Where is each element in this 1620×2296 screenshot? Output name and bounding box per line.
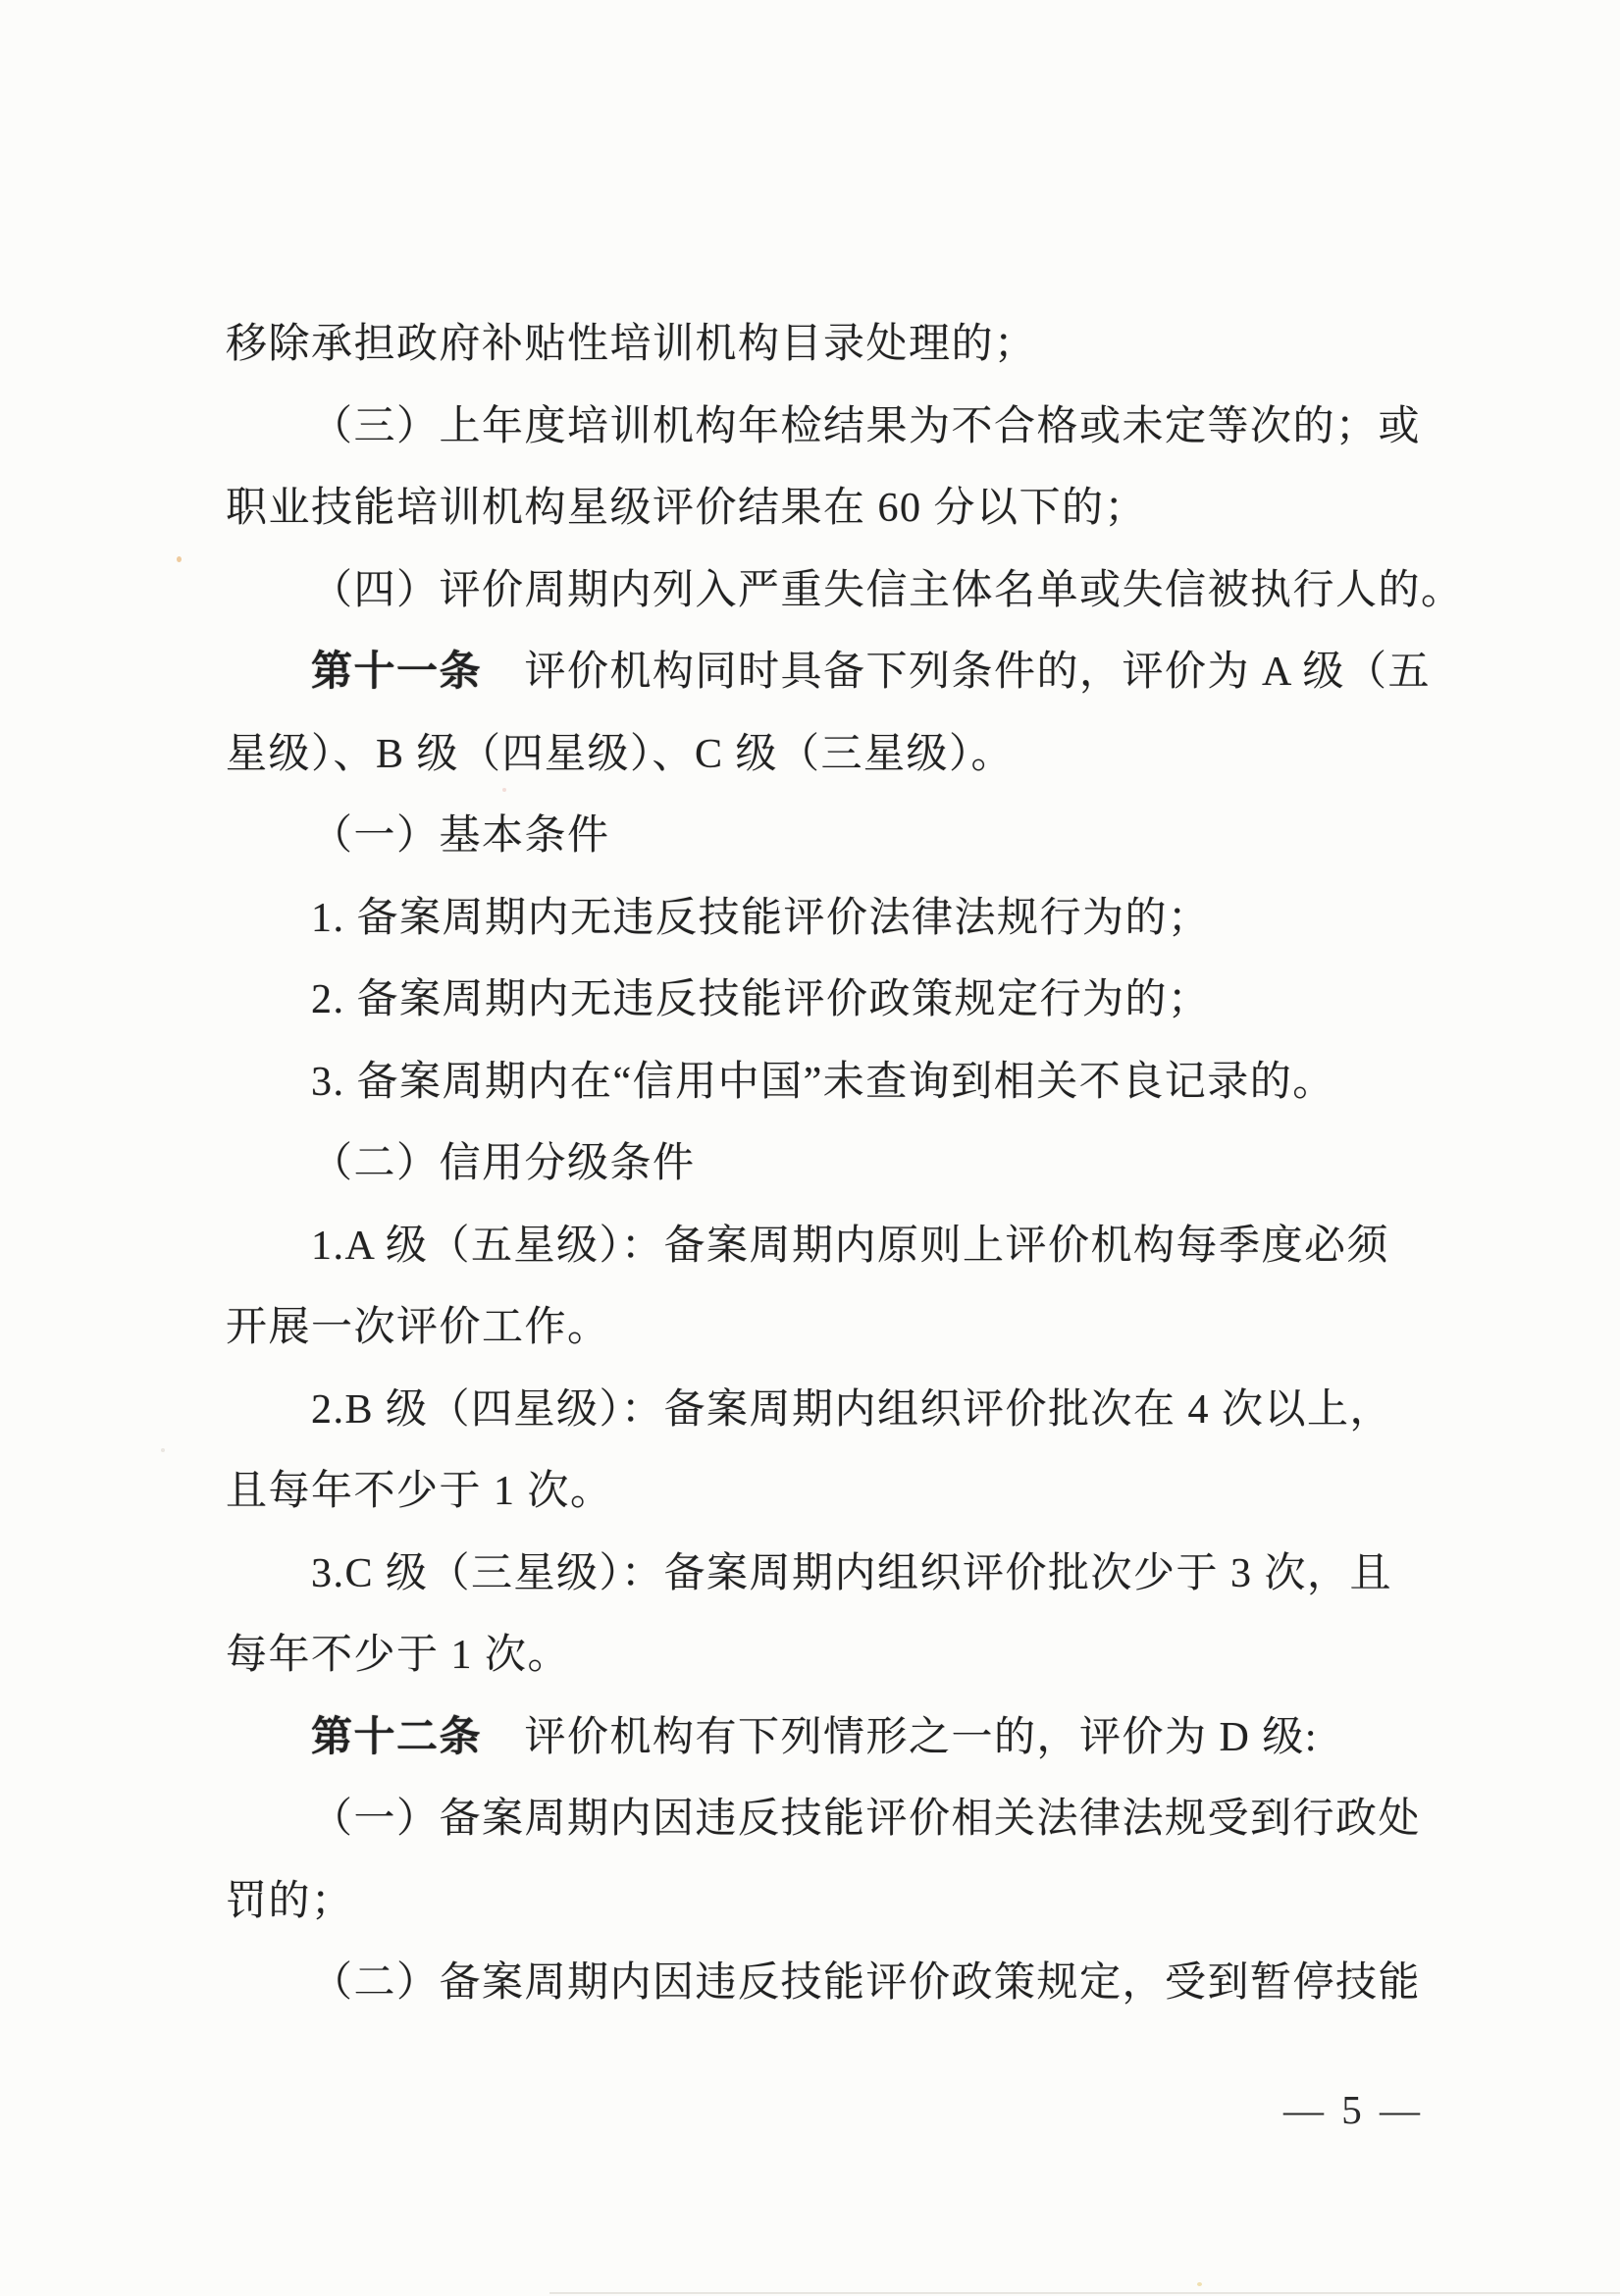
document-body [226, 304, 1464, 2025]
doc-line-article-11: 第十一条 评价机构同时具备下列条件的，评价为 A 级（五 [311, 650, 1432, 695]
doc-line: （三）上年度培训机构年检结果为不合格或未定等次的；或 [311, 403, 1422, 449]
doc-line: （一）备案周期内因违反技能评价相关法律法规受到行政处 [311, 1797, 1422, 1842]
scan-edge-artifact [549, 2292, 1620, 2294]
article-11-heading: 第十一条 [311, 650, 483, 695]
doc-line: （一）基本条件 [311, 813, 610, 859]
doc-line: 罚的； [226, 1878, 354, 1924]
scan-speck [161, 1448, 165, 1452]
doc-line: 每年不少于 1 次。 [226, 1633, 571, 1678]
doc-line-article-12: 第十二条 评价机构有下列情形之一的，评价为 D 级: [311, 1714, 1319, 1760]
doc-line: 职业技能培训机构星级评价结果在 60 分以下的； [226, 486, 1148, 531]
article-12-heading: 第十二条 [311, 1714, 483, 1760]
page-number: — 5 — [1283, 2087, 1424, 2132]
doc-line: 2.B 级（四星级）：备案周期内组织评价批次在 4 次以上， [311, 1386, 1393, 1433]
scan-speck [1197, 2282, 1202, 2286]
doc-line: （四）评价周期内列入严重失信主体名单或失信被执行人的。 [311, 567, 1464, 613]
doc-line: （二）备案周期内因违反技能评价政策规定，受到暂停技能 [311, 1960, 1422, 2006]
doc-line: 星级）、B 级（四星级）、C 级（三星级）。 [226, 731, 1015, 777]
doc-line: 移除承担政府补贴性培训机构目录处理的； [226, 322, 1037, 367]
doc-line: 开展一次评价工作。 [226, 1305, 610, 1350]
doc-line: 且每年不少于 1 次。 [226, 1469, 613, 1514]
doc-line: 1. 备案周期内无违反技能评价法律法规行为的； [311, 895, 1211, 941]
doc-line: 2. 备案周期内无违反技能评价政策规定行为的； [311, 977, 1211, 1022]
doc-line: 3. 备案周期内在“信用中国”未查询到相关不良记录的。 [311, 1059, 1335, 1105]
scan-speck [177, 556, 182, 562]
scan-speck [502, 788, 506, 792]
doc-line: 1.A 级（五星级）：备案周期内原则上评价机构每季度必须 [311, 1223, 1390, 1269]
doc-line: 3.C 级（三星级）：备案周期内组织评价批次少于 3 次，且 [311, 1550, 1393, 1596]
doc-line: （二）信用分级条件 [311, 1141, 696, 1186]
